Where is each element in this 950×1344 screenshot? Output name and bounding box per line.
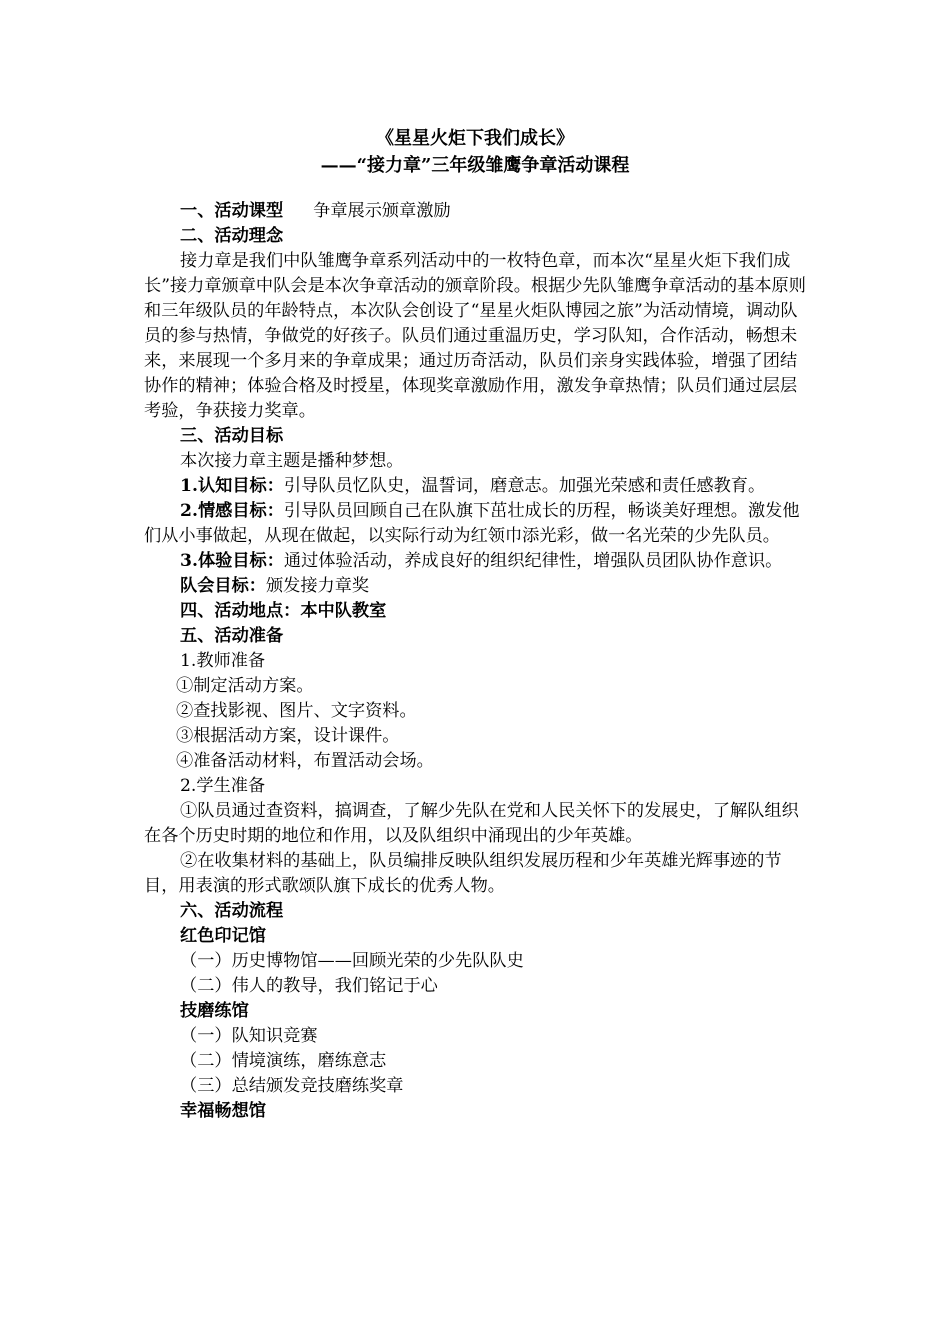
section-1 <box>144 199 809 224</box>
hall-item: （一）队知识竞赛 <box>180 1026 318 1046</box>
goal-cognitive <box>144 474 809 499</box>
hall-heading: 红色印记馆 <box>180 926 266 946</box>
goal-experience-text: 通过体验活动，养成良好的组织纪律性，增强队员团队协作意识。 <box>283 551 783 571</box>
section-4-heading: 四、活动地点：本中队教室 <box>180 601 387 621</box>
hall-heading: 幸福畅想馆 <box>180 1101 266 1121</box>
teacher-prep-heading: 1.教师准备 <box>180 651 266 671</box>
document-body <box>144 199 809 1124</box>
hall-item: （三）总结颁发竞技磨练奖章 <box>180 1076 404 1096</box>
section-2-paragraph: 接力章是我们中队雏鹰争章系列活动中的一枚特色章，而本次“星星火炬下我们成长”接力章颁章中队会是本次争章活动的颁章阶段。根据少先队雏鹰争章活动的基本原则和三年级队员的年龄特点，本次队会创设了“星星火炬队博园之旅”为活动情境，调动队员的参与热情，争做党的好孩子。队员们通过重温历史，学习队知，合作活动，畅想未来，来展现一个多月来的争章成果；通过历奇活动，队员们亲身实践体验，增强了团结协作的精神；体验合格及时授星，体现奖章激励作用，激发争章热情；队员们通过层层考验，争获接力奖章。 <box>144 251 806 421</box>
section-2-heading: 二、活动理念 <box>180 226 284 246</box>
goal-meeting-text: 颁发接力章奖 <box>265 576 370 596</box>
goal-emotional-text: 引导队员回顾自己在队旗下茁壮成长的历程，畅谈美好理想。激发他们从小事做起，从现在做起，以实际行动为红领巾添光彩，做一名光荣的少先队员。 <box>144 501 800 546</box>
goal-emotional <box>144 499 809 549</box>
goal-cognitive-text: 引导队员忆队史，温誓词，磨意志。加强光荣感和责任感教育。 <box>283 476 766 496</box>
page-subtitle: ——“接力章”三年级雏鹰争章活动课程 <box>320 155 630 176</box>
section-1-text: 争章展示颁章激励 <box>313 201 451 221</box>
goal-cognitive-label: 1.认知目标： <box>180 476 284 496</box>
teacher-prep-item: ③根据活动方案，设计课件。 <box>176 726 400 746</box>
section-6-heading: 六、活动流程 <box>180 901 284 921</box>
teacher-prep-item: ④准备活动材料，布置活动会场。 <box>176 751 434 771</box>
hall-item: （二）伟人的教导，我们铭记于心 <box>180 976 438 996</box>
teacher-prep-item: ②查找影视、图片、文字资料。 <box>176 701 417 721</box>
goal-experience <box>144 549 809 574</box>
section-3-heading: 三、活动目标 <box>180 426 284 446</box>
student-prep-item: ②在收集材料的基础上，队员编排反映队组织发展历程和少年英雄光辉事迹的节目，用表演的形式歌颂队旗下成长的优秀人物。 <box>144 851 782 896</box>
section-3-intro: 本次接力章主题是播种梦想。 <box>180 451 404 471</box>
hall-item: （一）历史博物馆——回顾光荣的少先队队史 <box>180 951 524 971</box>
section-5-heading: 五、活动准备 <box>180 626 284 646</box>
goal-meeting <box>144 574 809 599</box>
student-prep-item: ①队员通过查资料，搞调查，了解少先队在党和人民关怀下的发展史，了解队组织在各个历史时期的地位和作用，以及队组织中涌现出的少年英雄。 <box>144 801 799 846</box>
page-title: 《星星火炬下我们成长》 <box>376 128 574 149</box>
section-1-heading: 一、活动课型 <box>180 201 284 221</box>
goal-emotional-label: 2.情感目标： <box>180 501 284 521</box>
goal-meeting-label: 队会目标： <box>180 576 266 596</box>
hall-item: （二）情境演练，磨练意志 <box>180 1051 387 1071</box>
hall-heading: 技磨练馆 <box>180 1001 249 1021</box>
teacher-prep-item: ①制定活动方案。 <box>176 676 314 696</box>
goal-experience-label: 3.体验目标： <box>180 551 284 571</box>
student-prep-heading: 2.学生准备 <box>180 776 266 796</box>
